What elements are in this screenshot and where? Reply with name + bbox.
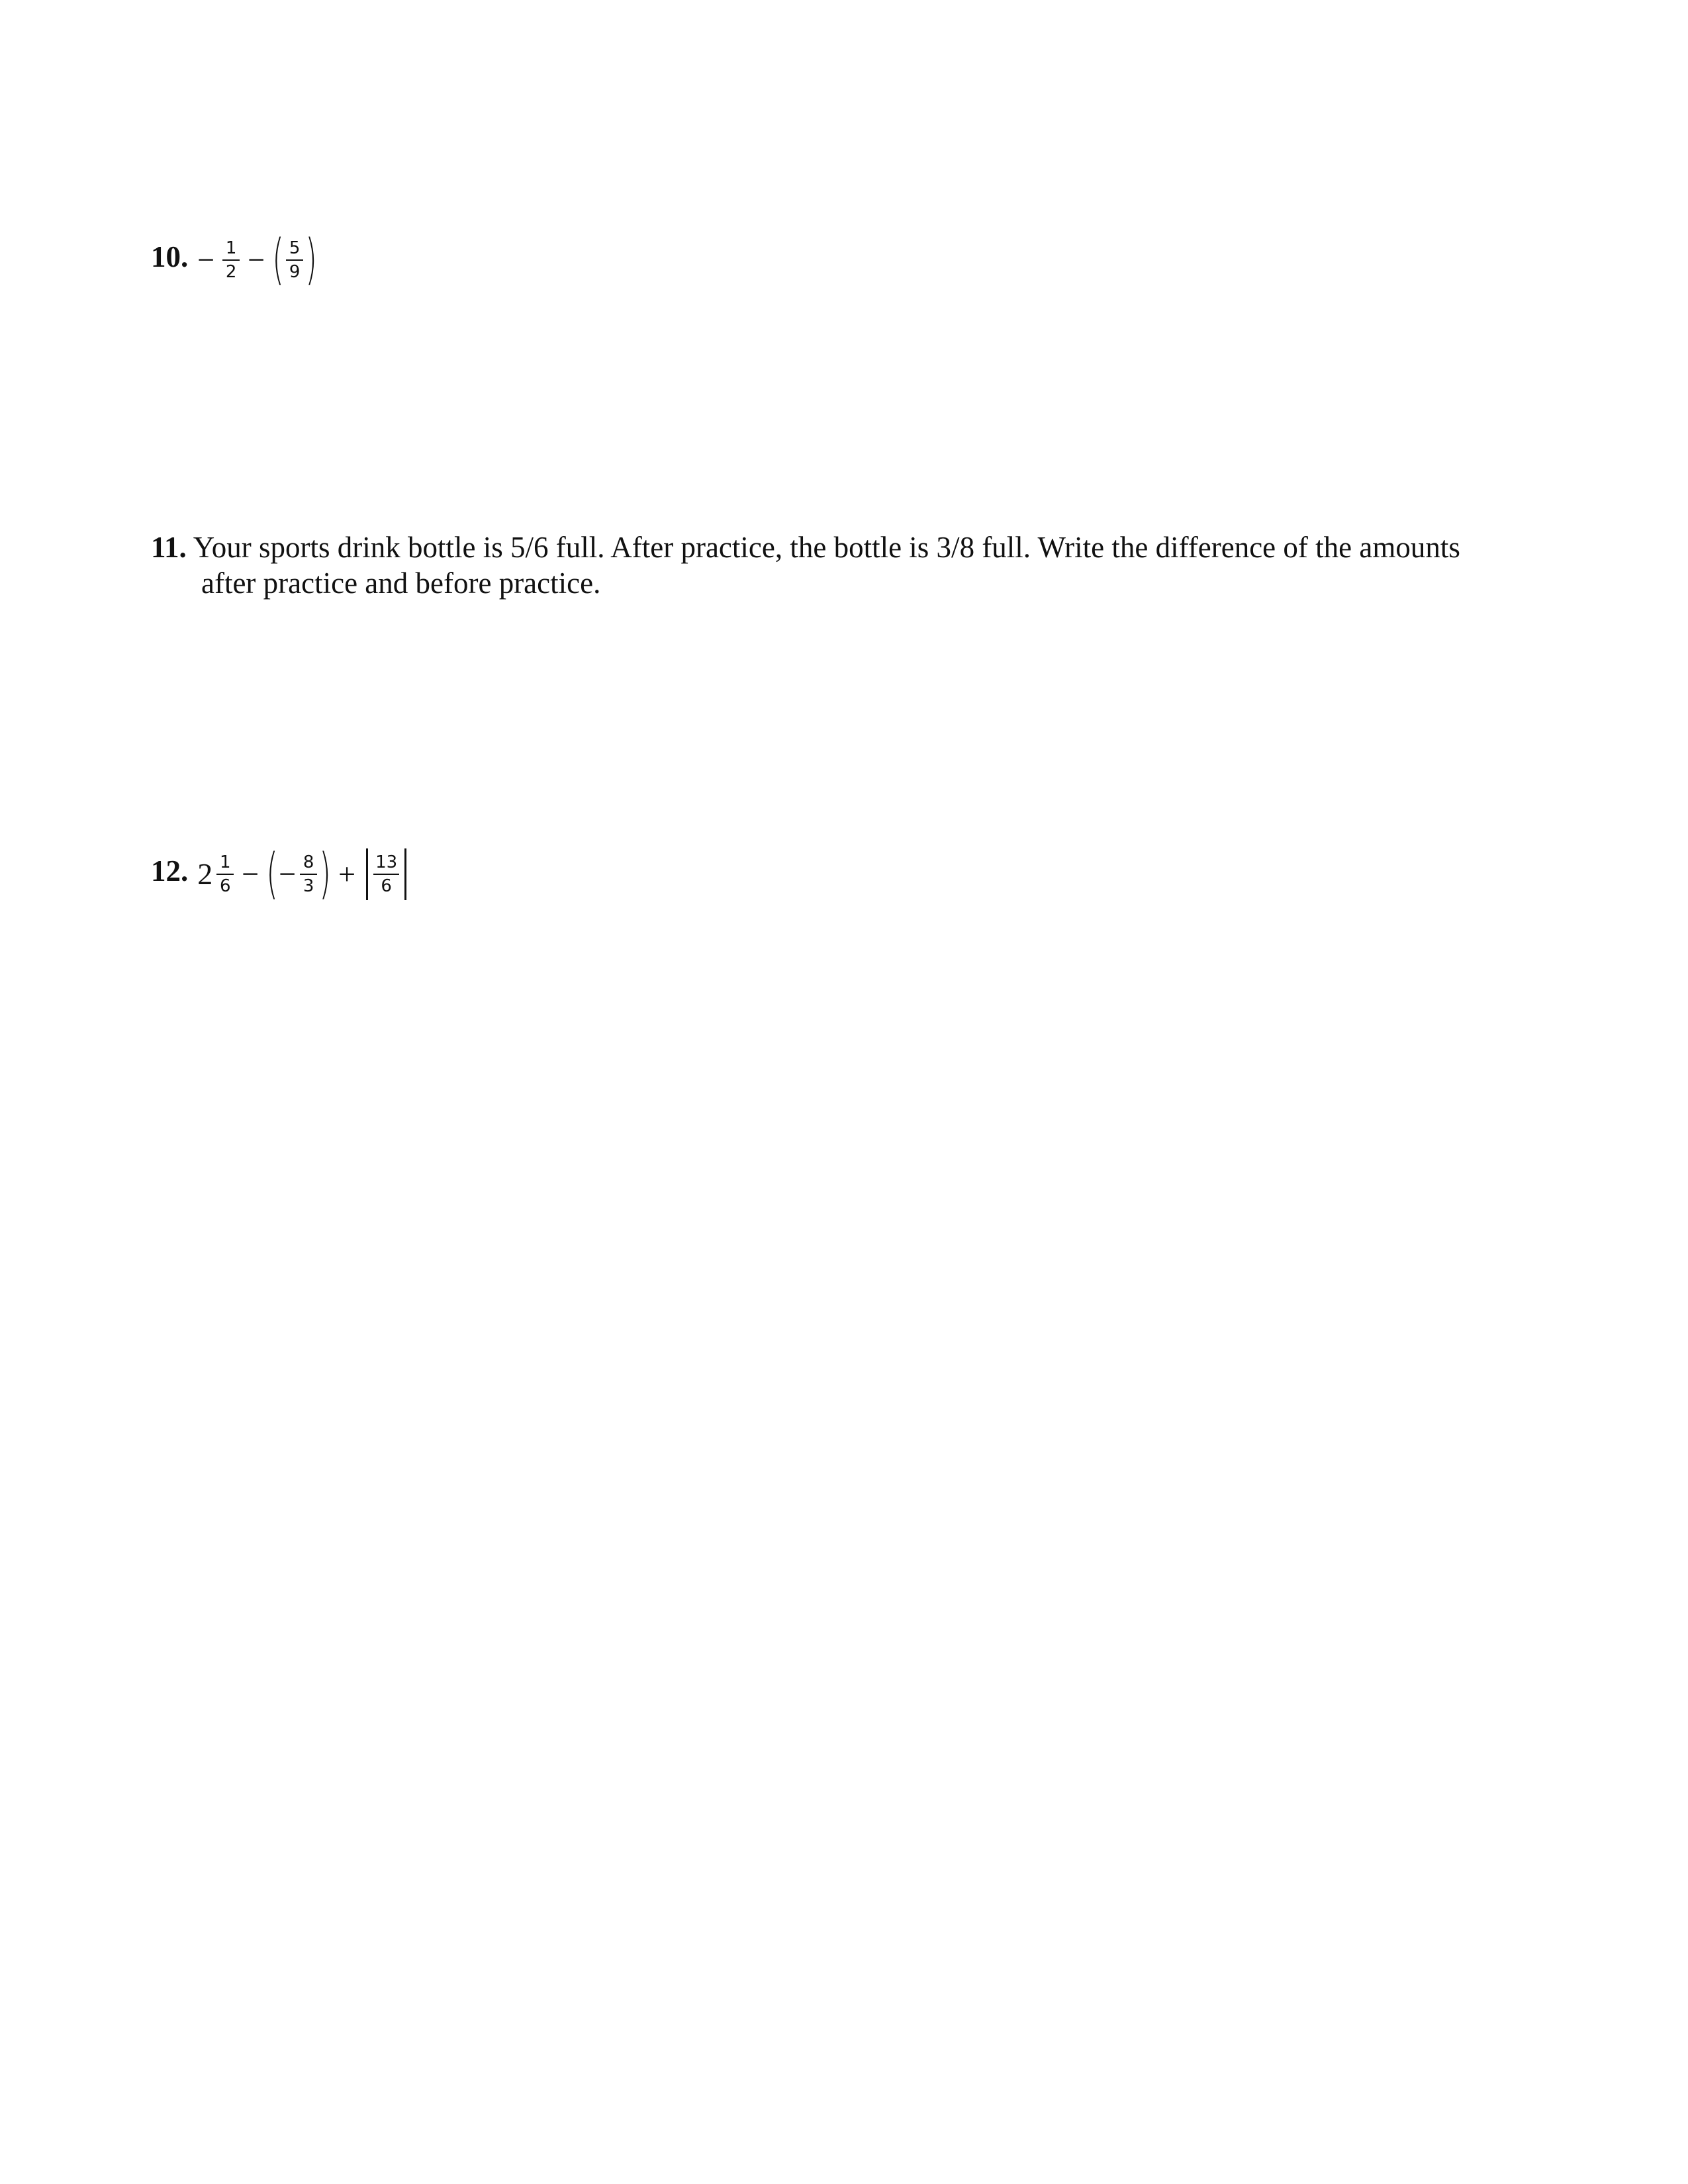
- minus-sign: −: [197, 243, 215, 277]
- fraction: [286, 238, 303, 282]
- numerator: 1: [216, 852, 234, 875]
- math-expression: [197, 228, 318, 291]
- open-paren: (: [266, 842, 279, 905]
- numerator: 5: [286, 238, 303, 261]
- fraction: [216, 852, 234, 896]
- fraction: [222, 238, 240, 282]
- denominator: 2: [225, 262, 237, 282]
- plus-sign: +: [338, 857, 356, 891]
- problem-text: Your sports drink bottle is 5/6 full. After practice, the bottle is 3/8 full. Write the difference of the amounts: [193, 531, 1460, 564]
- fraction: [300, 852, 317, 896]
- problem-11: [151, 529, 1501, 601]
- denominator: 6: [381, 876, 392, 896]
- minus-sign: −: [279, 857, 297, 891]
- whole-number: 2: [197, 857, 213, 891]
- problem-text-line: after practice and before practice.: [201, 567, 601, 600]
- minus-sign: −: [248, 243, 265, 277]
- open-paren: (: [272, 228, 284, 291]
- problem-12: [151, 842, 410, 905]
- denominator: 9: [289, 262, 301, 282]
- numerator: 1: [222, 238, 240, 261]
- close-paren: ): [305, 228, 317, 291]
- problem-number: 11.: [151, 531, 187, 564]
- absolute-value-bar: [404, 848, 406, 900]
- denominator: 6: [219, 876, 231, 896]
- absolute-value-bar: [366, 848, 368, 900]
- denominator: 3: [303, 876, 314, 896]
- fraction: [373, 852, 399, 896]
- numerator: 8: [300, 852, 317, 875]
- close-paren: ): [319, 842, 331, 905]
- problem-text-line: [151, 529, 1501, 565]
- minus-sign: −: [242, 857, 259, 891]
- problem-number: 10.: [151, 240, 189, 274]
- problem-10: [151, 228, 318, 291]
- numerator: 13: [373, 852, 399, 875]
- problem-number: 12.: [151, 854, 189, 888]
- math-expression: [197, 842, 410, 905]
